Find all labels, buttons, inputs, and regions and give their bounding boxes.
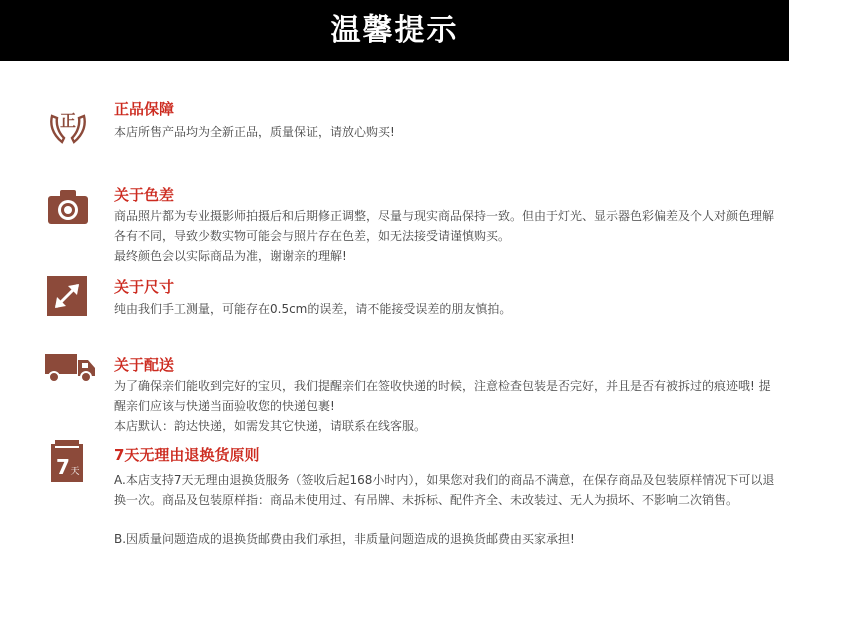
section-body [114, 299, 779, 319]
section-title: 关于尺寸 [114, 278, 175, 296]
genuine-hands-icon [46, 102, 90, 150]
section-body [114, 470, 779, 549]
section-title: 7天无理由退换货原则 [114, 446, 260, 464]
section-text: B.因质量问题造成的退换货邮费由我们承担，非质量问题造成的退换货邮费由买家承担! [114, 532, 575, 546]
svg-text:正: 正 [59, 111, 77, 130]
section-body [114, 122, 779, 142]
section-text: 最终颜色会以实际商品为准，谢谢亲的理解! [114, 249, 347, 263]
section-text: 纯由我们手工测量，可能存在0.5cm的误差，请不能接受误差的朋友慎拍。 [114, 302, 512, 316]
section-text: A.本店支持7天无理由退换货服务（签收后起168小时内），如果您对我们的商品不满意，在保存商品及包装原样情况下可以退换一次。商品及包装原样指：商品未使用过、有吊牌、未拆标、配件齐全、未改装过、无人为损坏、不影响二次销售。 [114, 473, 775, 507]
section-text: 为了确保亲们能收到完好的宝贝，我们提醒亲们在签收快递的时候，注意检查包装是否完好，并且是否有被拆过的痕迹哦! 提醒亲们应该与快递当面验收您的快递包裹! [114, 379, 771, 413]
section-text: 本店所售产品均为全新正品，质量保证，请放心购买! [114, 125, 395, 139]
section-title: 关于配送 [114, 356, 175, 374]
section-text: 本店默认：韵达快递，如需发其它快递，请联系在线客服。 [114, 419, 427, 433]
truck-icon [44, 352, 96, 388]
section-title: 关于色差 [114, 186, 175, 204]
camera-icon [46, 188, 90, 230]
section-title: 正品保障 [114, 100, 175, 118]
seven-day-calendar-icon [50, 440, 84, 488]
page-title: 温馨提示 [0, 0, 789, 61]
section-text: 商品照片都为专业摄影师拍摄后和后期修正调整，尽量与现实商品保持一致。但由于灯光、显示器色彩偏差及个人对颜色理解各有不同，导致少数实物可能会与照片存在色差，如无法接受请谨慎购买。 [114, 209, 775, 243]
resize-arrow-icon [46, 275, 88, 321]
calendar-number: 7 [56, 455, 70, 479]
calendar-unit: 天 [70, 467, 80, 477]
section-body [114, 376, 779, 436]
section-body [114, 206, 779, 266]
